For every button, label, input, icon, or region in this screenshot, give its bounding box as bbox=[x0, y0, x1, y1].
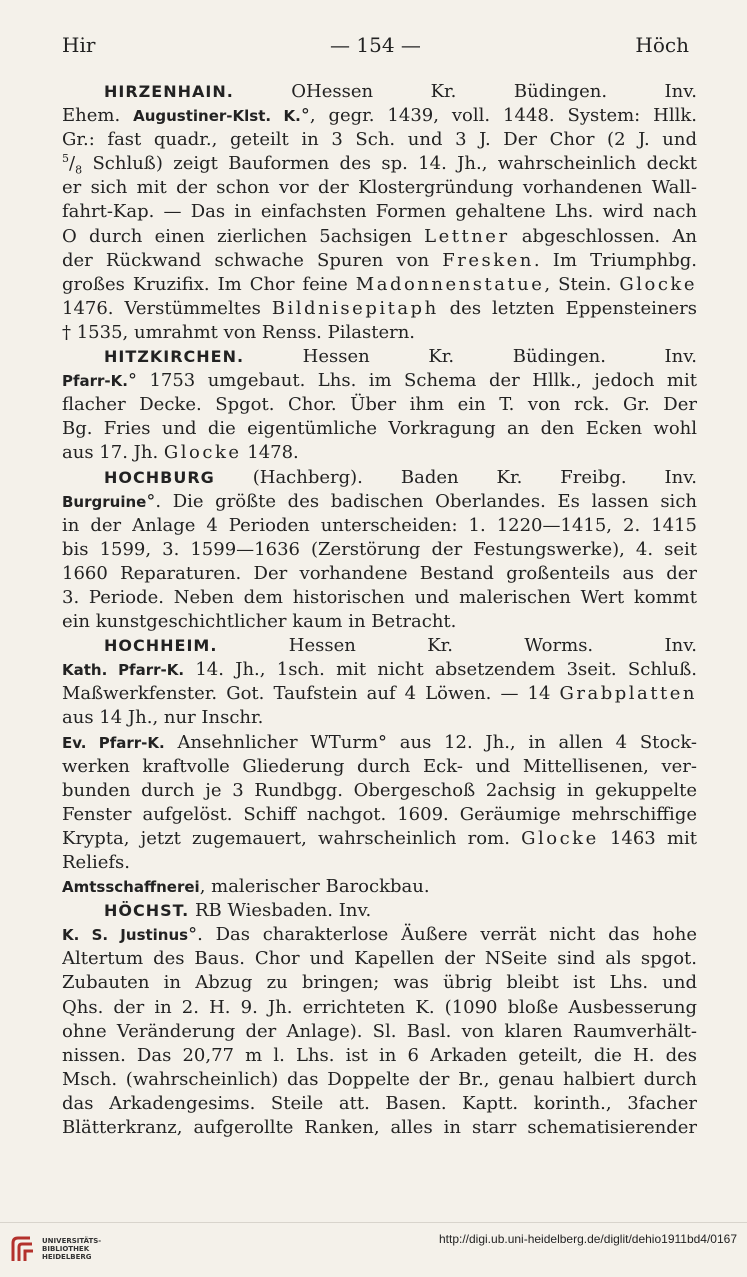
text-line: 1660 Reparaturen. Der vorhandene Bestand großenteils aus der bbox=[62, 562, 697, 584]
entry-headword: HIRZENHAIN. bbox=[104, 82, 234, 101]
subentry-label: Augustiner-Klst. K. bbox=[133, 107, 301, 126]
subentry-label: K. S. Justinus bbox=[62, 926, 189, 945]
text-line: ohne Veränderung der Anlage). Sl. Basl. von klaren Raumverhält- bbox=[62, 1020, 697, 1042]
text-line: Maßwerkfenster. Got. Taufstein auf 4 Löwen. — 14 Grabplatten bbox=[62, 683, 697, 705]
subentry-label: Burgruine bbox=[62, 492, 147, 511]
subentry-label: Kath. Pfarr-K. bbox=[62, 661, 185, 680]
text-line: in der Anlage 4 Perioden unterscheiden: 1. 1220—1415, 2. 1415 bbox=[62, 514, 697, 536]
text-line: Burgruine°. Die größte des badischen Oberlandes. Es lassen sich bbox=[62, 490, 697, 512]
page-footer bbox=[0, 1222, 747, 1277]
text-line: aus 14 Jh., nur Inschr. bbox=[62, 707, 264, 729]
text-line: Ehem. Augustiner-Klst. K.°, gegr. 1439, voll. 1448. System: Hllk. bbox=[62, 105, 697, 127]
page-header bbox=[62, 33, 689, 63]
text-body bbox=[62, 80, 697, 1140]
text-line: großes Kruzifix. Im Chor feine Madonnenstatue, Stein. Glocke bbox=[62, 273, 697, 295]
entry-headword: HÖCHST. bbox=[104, 901, 190, 921]
text-line: bunden durch je 3 Rundbgg. Obergeschoß 2achsig in gekuppelte bbox=[62, 779, 697, 801]
library-name: UNIVERSITÄTS- BIBLIOTHEK HEIDELBERG bbox=[42, 1237, 102, 1261]
text-line: O durch einen zierlichen 5achsigen Lettner abgeschlossen. An bbox=[62, 225, 697, 247]
text-line: Gr.: fast quadr., geteilt in 3 Sch. und 3 J. Der Chor (2 J. und bbox=[62, 129, 697, 151]
text-line: Altertum des Baus. Chor und Kapellen der NSeite sind als spgot. bbox=[62, 948, 697, 970]
text-line: 1476. Verstümmeltes Bildnisepitaph des letzten Eppensteiners bbox=[62, 297, 697, 319]
text-line: HOCHHEIM. Hessen Kr. Worms. Inv. bbox=[104, 635, 697, 657]
text-line: Blätterkranz, aufgerollte Ranken, alles in starr schematisierender bbox=[62, 1117, 697, 1139]
text-line: Fenster aufgelöst. Schiff nachgot. 1609. Geräumige mehrschiffige bbox=[62, 803, 697, 825]
text-line: Bg. Fries und die eigentümliche Vorkragung an den Ecken wohl bbox=[62, 418, 697, 440]
text-line: Reliefs. bbox=[62, 852, 130, 873]
running-head-left: Hir bbox=[62, 33, 96, 57]
text-line: das Arkadengesims. Steile att. Basen. Kaptt. korinth., 3facher bbox=[62, 1092, 697, 1114]
text-line: ein kunstgeschichtlicher kaum in Betracht. bbox=[62, 611, 457, 633]
text-line: Pfarr-K.° 1753 umgebaut. Lhs. im Schema der Hllk., jedoch mit bbox=[62, 370, 697, 392]
text-line: Qhs. der in 2. H. 9. Jh. errichteten K. (1090 bloße Ausbesserung bbox=[62, 996, 697, 1018]
subentry-label: Amtsschaffnerei bbox=[62, 878, 200, 897]
text-line: HÖCHST. RB Wiesbaden. Inv. bbox=[104, 900, 372, 922]
entry-headword: HITZKIRCHEN. bbox=[104, 347, 245, 367]
text-line: aus 17. Jh. Glocke 1478. bbox=[62, 442, 299, 464]
entry-headword: HOCHHEIM. bbox=[104, 636, 218, 656]
text-line: flacher Decke. Spgot. Chor. Über ihm ein T. von rck. Gr. Der bbox=[62, 394, 697, 416]
text-line: † 1535, umrahmt von Renss. Pilastern. bbox=[62, 321, 416, 343]
text-line: HIRZENHAIN. OHessen Kr. Büdingen. Inv. bbox=[104, 81, 697, 102]
text-line: 3. Periode. Neben dem historischen und malerischen Wert kommt bbox=[62, 586, 697, 608]
text-line: HOCHBURG (Hachberg). Baden Kr. Freibg. Inv. bbox=[104, 466, 697, 488]
text-line: Zubauten in Abzug zu bringen; was übrig bleibt ist Lhs. und bbox=[62, 972, 697, 994]
text-line: K. S. Justinus°. Das charakterlose Äußere verrät nicht das hohe bbox=[62, 924, 697, 946]
text-line: Amtsschaffnerei, malerischer Barockbau. bbox=[62, 876, 430, 898]
text-line: werken kraftvolle Gliederung durch Eck- und Mittellisenen, ver- bbox=[62, 755, 697, 777]
university-library-logo-icon bbox=[10, 1235, 36, 1263]
text-line: der Rückwand schwache Spuren von Fresken. Im Triumphbg. bbox=[62, 249, 697, 271]
text-line: Ev. Pfarr-K. Ansehnlicher WTurm° aus 12. Jh., in allen 4 Stock- bbox=[62, 731, 697, 753]
text-line: Krypta, jetzt zugemauert, wahrscheinlich rom. Glocke 1463 mit bbox=[62, 827, 697, 849]
text-line: er sich mit der schon vor der Klostergründung vorhandenen Wall- bbox=[62, 177, 697, 199]
entry-headword: HOCHBURG bbox=[104, 467, 215, 487]
text-line: Msch. (wahrscheinlich) das Doppelte der Br., genau halbiert durch bbox=[62, 1068, 697, 1090]
text-line: Kath. Pfarr-K. 14. Jh., 1sch. mit nicht absetzendem 3seit. Schluß. bbox=[62, 659, 697, 681]
text-line: bis 1599, 3. 1599—1636 (Zerstörung der Festungswerke), 4. seit bbox=[62, 538, 697, 560]
running-head-right: Höch bbox=[635, 33, 689, 57]
page-number: — 154 — bbox=[330, 33, 421, 57]
text-line: fahrt-Kap. — Das in einfachsten Formen gehaltene Lhs. wird nach bbox=[62, 201, 697, 223]
text-line: $^5/_8$ Schluß) zeigt Bauformen des sp. 14. Jh., wahrscheinlich deckt bbox=[62, 152, 697, 177]
text-line: HITZKIRCHEN. Hessen Kr. Büdingen. Inv. bbox=[104, 346, 697, 368]
text-line: nissen. Das 20,77 m l. Lhs. ist in 6 Arkaden geteilt, die H. des bbox=[62, 1044, 697, 1066]
subentry-label: Pfarr-K. bbox=[62, 372, 128, 391]
subentry-label: Ev. Pfarr-K. bbox=[62, 733, 165, 752]
source-url-link[interactable]: http://digi.ub.uni-heidelberg.de/diglit/dehio1911bd4/0167 bbox=[438, 1232, 737, 1246]
